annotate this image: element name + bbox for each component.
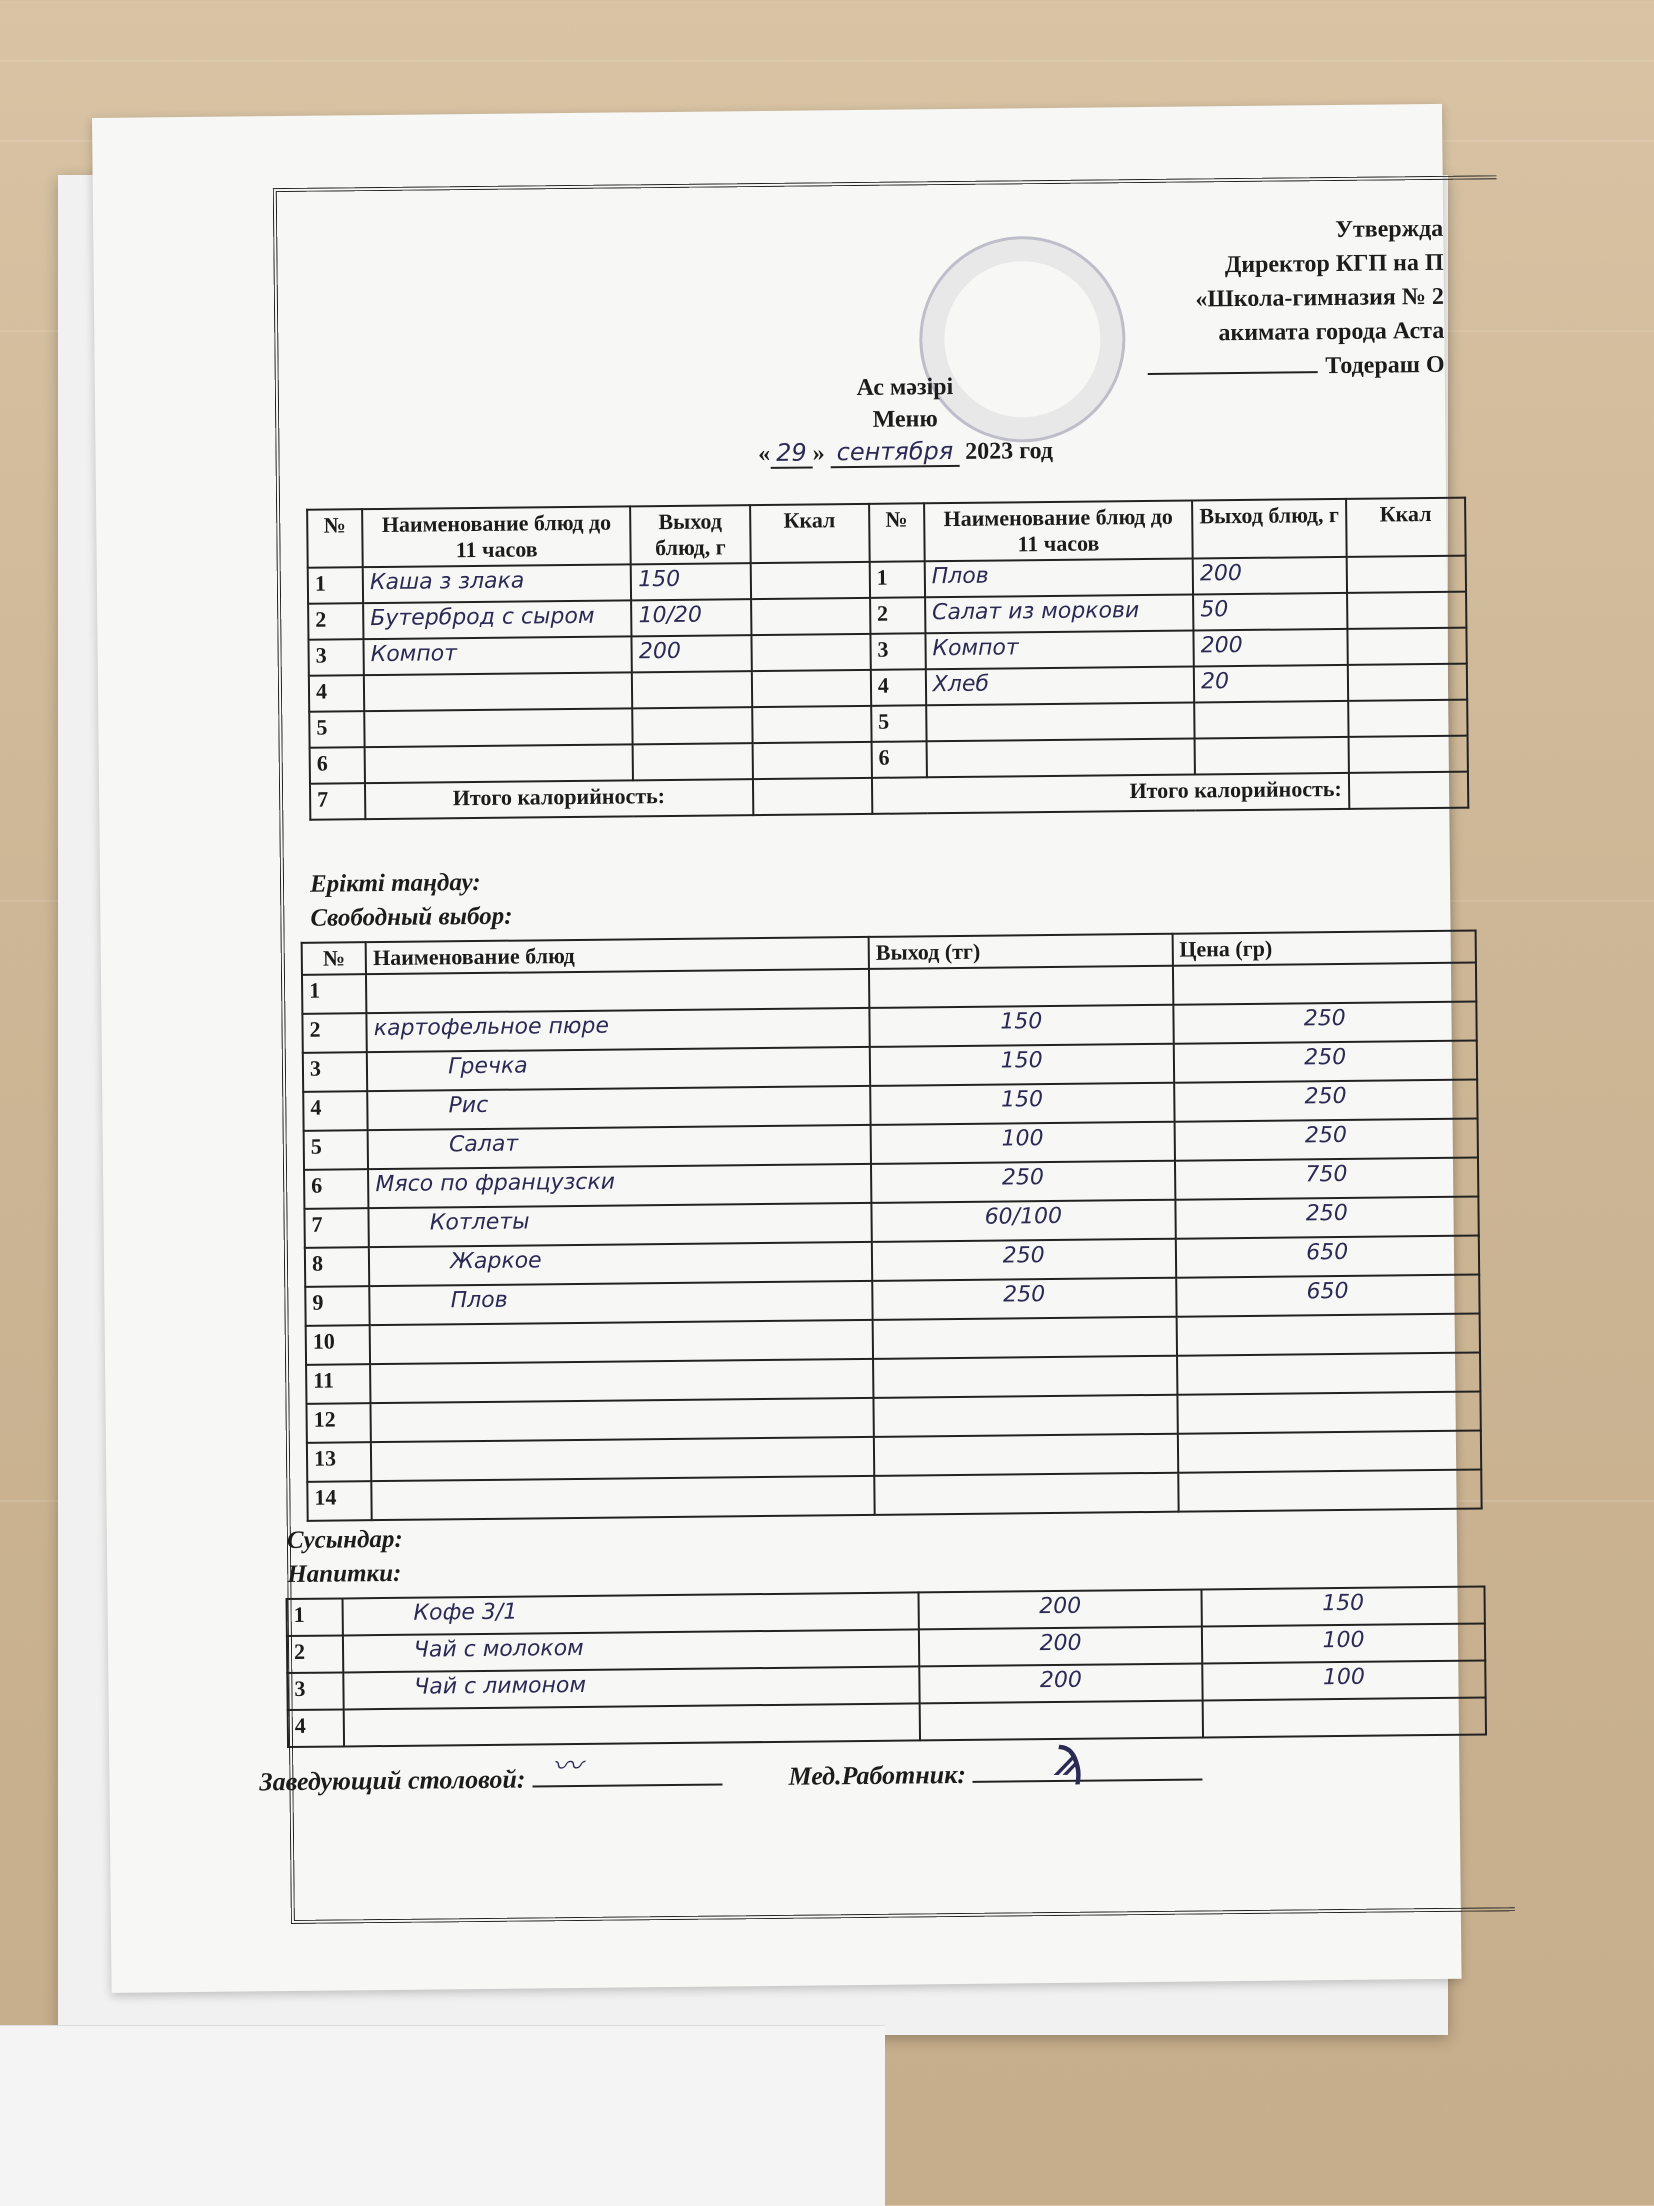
table-row: 2 Чай с молоком 200 100 [287, 1623, 1485, 1673]
table-row: 4 4 Хлеб 20 [309, 664, 1467, 712]
total-label-right: Итого калорийность: [872, 773, 1349, 814]
col-number: № [307, 509, 363, 568]
approval-line-5: Тодераш О [1147, 348, 1445, 385]
col-kcal: Ккал [750, 504, 870, 563]
table-row: 5 Салат 100 250 [304, 1119, 1478, 1170]
table-row: 9 Плов 250 650 [305, 1275, 1479, 1326]
total-label-left: Итого калорийность: [365, 779, 753, 819]
table-row: 6 6 [310, 736, 1468, 784]
title-kz: Ас мәзірі [856, 373, 954, 402]
table-row: 4 Рис 150 250 [303, 1080, 1477, 1131]
table-row: 10 [306, 1314, 1480, 1365]
table-row: 6 Мясо по французски 250 750 [304, 1158, 1478, 1209]
col-dish-name-2: Наименование блюд до 11 часов [924, 501, 1193, 562]
col-number-2: № [869, 503, 925, 562]
drinks-label: Сусындар: Напитки: [286, 1525, 403, 1589]
table-row: 1 [302, 963, 1476, 1014]
table-row: 3 Гречка 150 250 [303, 1041, 1477, 1092]
table-row: 3 Чай с лимоном 200 100 [287, 1660, 1485, 1710]
table-row: 1 Кофе 3/1 200 150 [287, 1586, 1485, 1636]
date-month: сентября [831, 437, 960, 468]
approval-block [1146, 212, 1445, 385]
col-weight: Выход блюд, г [630, 505, 750, 564]
table-row: 3 Компот 200 3 Компот 200 [308, 628, 1466, 676]
head-signature: 〰 [551, 1748, 583, 1785]
free-choice-label: Ерікті таңдау: Свободный выбор: [309, 868, 513, 932]
table-row: 12 [306, 1392, 1480, 1443]
menu-title-block [625, 369, 1186, 472]
table-row: 2 картофельное пюре 150 250 [302, 1002, 1476, 1053]
approval-line-4: акимата города Аста [1218, 317, 1445, 347]
head-signature-line [532, 1748, 722, 1787]
table-row: 13 [307, 1431, 1481, 1482]
medical-signature: ϡ [1052, 1724, 1087, 1789]
col-dish-name: Наименование блюд до 11 часов [362, 506, 631, 567]
menu-document-sheet [92, 104, 1462, 1993]
medical-worker-label: Мед.Работник: [788, 1759, 967, 1791]
free-choice-header-row: № Наименование блюд Выход (тг) Цена (гр) [302, 931, 1476, 975]
title-date: « 29 » сентября 2023 год [757, 437, 1054, 468]
date-year: 2023 год [965, 437, 1054, 465]
date-day: 29 [770, 438, 813, 468]
title-ru: Меню [872, 406, 938, 433]
medical-signature-line [972, 1724, 1202, 1789]
table-row: 7 Котлеты 60/100 250 [304, 1197, 1478, 1248]
table-row: 1 Каша з злака 150 1 Плов 200 [308, 556, 1466, 604]
drinks-table [286, 1585, 1488, 1748]
free-choice-table [301, 930, 1483, 1522]
main-menu-table [306, 497, 1469, 821]
table-row: 11 [306, 1353, 1480, 1404]
head-of-canteen-label: Заведующий столовой: [259, 1764, 526, 1797]
approval-line-2: Директор КГП на П [1224, 249, 1444, 279]
col-weight-2: Выход блюд, г [1192, 499, 1346, 559]
table-row: 8 Жаркое 250 650 [305, 1236, 1479, 1287]
table-row: 2 Бутерброд с сыром 10/20 2 Салат из моркови 50 [308, 592, 1466, 640]
total-row: 7 Итого калорийность: Итого калорийность: [310, 772, 1468, 820]
col-kcal-2: Ккал [1346, 498, 1466, 557]
white-card [0, 2025, 885, 2206]
approval-line-3: «Школа-гимназия № 2 [1195, 283, 1445, 313]
table-row: 5 5 [309, 700, 1467, 748]
table-row: 14 [307, 1470, 1481, 1521]
table-row: 4 [288, 1697, 1486, 1747]
approval-line-1: Утвержда [1335, 215, 1444, 243]
